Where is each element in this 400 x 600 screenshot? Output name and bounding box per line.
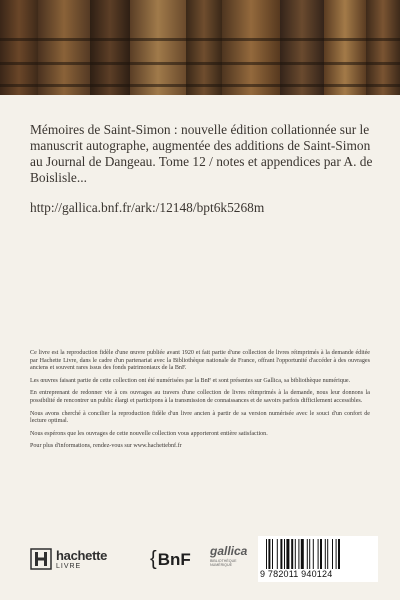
paragraph: En entreprenant de redonner vie à ces ouvrages au travers d'une collection de livres réimprimés à la demande, nous leur donnons la possibilité de rencontrer un public élargi et participons à la transmission de connaissances et de savoirs parfois difficilement accessibles. xyxy=(30,390,370,404)
hachette-livre-logo xyxy=(30,546,125,572)
hachette-name: hachette xyxy=(56,548,108,563)
isbn-barcode xyxy=(258,536,378,582)
book-spine xyxy=(366,0,400,95)
gallica-name: gallica xyxy=(210,544,248,558)
bnf-text: BnF xyxy=(157,550,191,569)
spine-band xyxy=(0,38,400,41)
book-title: Mémoires de Saint-Simon : nouvelle édition collationnée sur le manuscrit autographe, augmentée des additions de Saint-Simon au Journal de Dangeau. Tome 12 / notes et appendices par A. de Boislisle... xyxy=(30,122,373,185)
cover-photo-book-spines xyxy=(0,0,400,95)
paragraph: Les œuvres faisant partie de cette collection ont été numérisées par la BnF et sont présentes sur Gallica, sa bibliothèque numérique. xyxy=(30,377,351,384)
spine-band xyxy=(0,62,400,65)
back-cover-text xyxy=(30,350,370,456)
book-spine xyxy=(186,0,222,95)
barcode-digits: 9 782011 940124 xyxy=(260,569,333,579)
paragraph: Pour plus d'informations, rendez-vous sur www.hachettebnf.fr xyxy=(30,443,182,450)
source-url: http://gallica.bnf.fr/ark:/12148/bpt6k5268m xyxy=(30,200,265,215)
barcode-bars-icon xyxy=(266,539,370,569)
book-spine xyxy=(38,0,90,95)
hachette-mark-icon xyxy=(30,548,52,570)
bnf-brace: { xyxy=(150,548,157,570)
book-spine xyxy=(280,0,324,95)
paragraph: Nous avons cherché à concilier la reproduction fidèle d'un livre ancien à partir de sa version numérisée avec le souci d'un confort de lecture optimal. xyxy=(30,410,370,425)
book-spine xyxy=(222,0,280,95)
spine-band xyxy=(0,84,400,87)
paragraph: Nous espérons que les ouvrages de cette nouvelle collection vous apporteront entière satisfaction. xyxy=(30,430,268,437)
gallica-sub2: NUMÉRIQUE xyxy=(210,563,232,567)
book-spine xyxy=(90,0,130,95)
gallica-logo xyxy=(210,544,255,574)
bnf-logo xyxy=(150,548,191,571)
hachette-sub: LIVRE xyxy=(56,563,82,570)
book-spine xyxy=(130,0,186,95)
gallica-sub1: BIBLIOTHÈQUE xyxy=(210,559,237,563)
book-spine xyxy=(324,0,366,95)
paragraph: Ce livre est la reproduction fidèle d'une œuvre publiée avant 1920 et fait partie d'une collection de livres réimprimés à la demande éditée par Hachette Livre, dans le cadre d'un partenariat avec la Bibliothèque nationale de France, offrant l'opportunité d'accéder à des ouvrages anciens et souvent rares issus des fonds patrimoniaux de la BnF. xyxy=(30,350,370,372)
book-spine xyxy=(0,0,38,95)
